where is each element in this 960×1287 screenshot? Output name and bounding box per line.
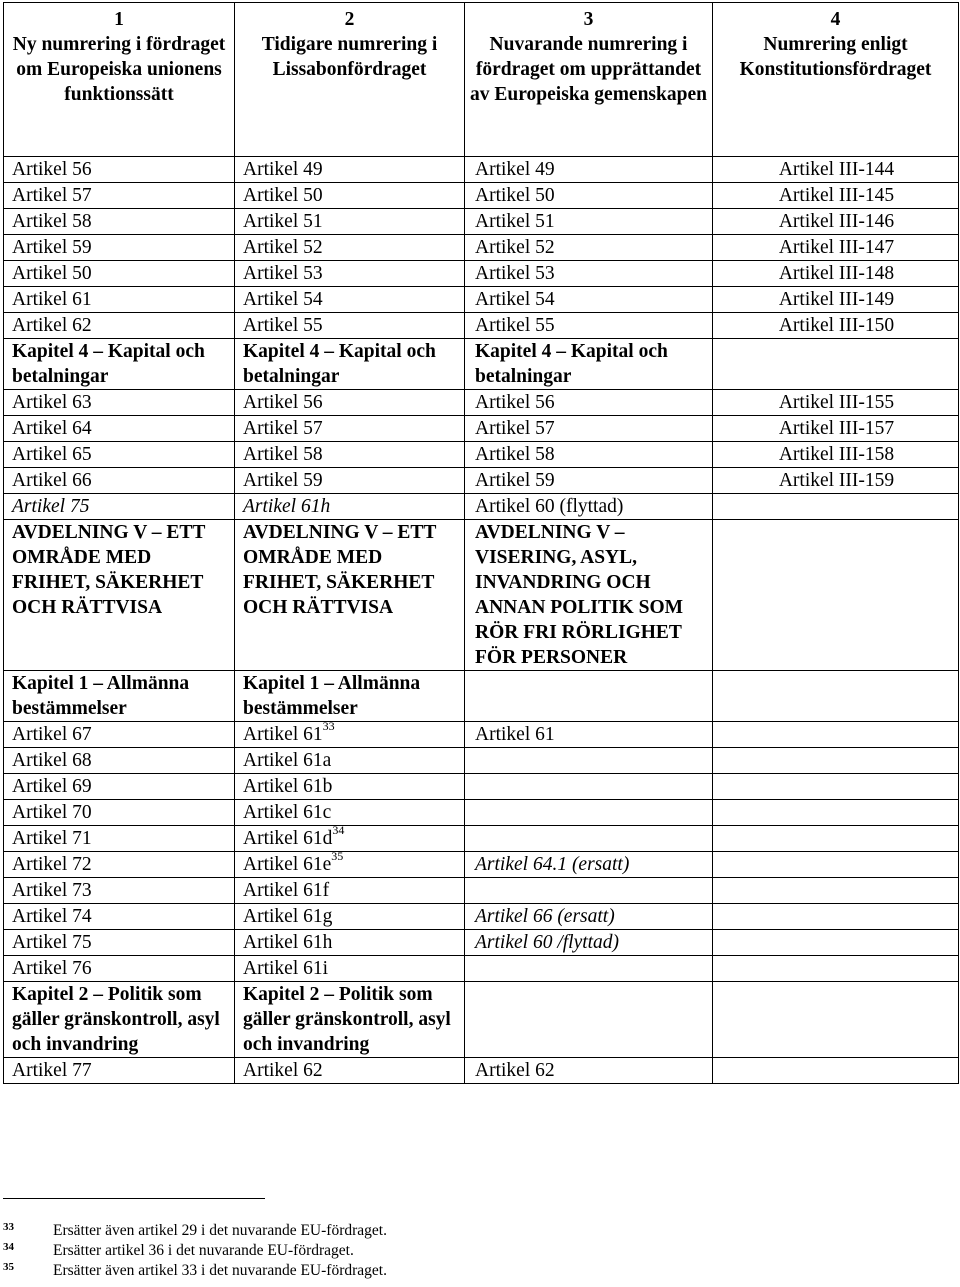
cell-text: Artikel 75: [12, 932, 92, 953]
table-row: [4, 930, 959, 956]
table-row: [4, 800, 959, 826]
cell-text: Artikel 54: [475, 289, 555, 310]
table-cell-col-4: [713, 1058, 959, 1084]
table-cell-col-3: [465, 671, 713, 722]
cell-text: Artikel 57: [12, 185, 92, 206]
table-cell-col-2: [235, 339, 465, 390]
table-cell-col-1: [4, 956, 235, 982]
table-cell-col-1: [4, 671, 235, 722]
table-cell-col-1: [4, 878, 235, 904]
table-cell-col-2: [235, 904, 465, 930]
cell-text: Artikel III-158: [778, 444, 895, 465]
table-cell-col-3: [465, 416, 713, 442]
table-cell-col-2: [235, 287, 465, 313]
table-cell-col-3: [465, 520, 713, 671]
table-cell-col-2: [235, 848, 465, 878]
table-cell-col-4: [713, 722, 959, 748]
footnote-ref[interactable]: 35: [331, 848, 344, 863]
cell-text: Artikel 63: [12, 392, 92, 413]
table-cell-col-2: [235, 748, 465, 774]
table-cell-col-4: [713, 209, 959, 235]
cell-text: Artikel 64: [12, 418, 92, 439]
footnote-separator: [3, 1198, 265, 1199]
footnote-text: Ersätter även artikel 29 i det nuvarande EU-fördraget.: [53, 1222, 387, 1239]
table-cell-col-3: [465, 930, 713, 956]
correlation-table: [3, 2, 959, 1084]
table-cell-col-1: [4, 930, 235, 956]
cell-text: AVDELNING V – VISERING, ASYL, INVANDRING OCH ANNAN POLITIK SOM RÖR FRI RÖRLIGHET FÖR PERSONER: [475, 522, 684, 668]
table-cell-col-3: [465, 313, 713, 339]
table-cell-col-1: [4, 157, 235, 183]
table-row: [4, 722, 959, 748]
table-row: [4, 748, 959, 774]
cell-text: Artikel 53: [475, 263, 555, 284]
table-cell-col-3: [465, 852, 713, 878]
cell-text: Kapitel 1 – Allmänna bestämmelser: [243, 673, 421, 719]
header-col-3: [465, 3, 713, 157]
table-cell-col-2: [235, 494, 465, 520]
cell-text: Artikel 66 (ersatt): [475, 906, 615, 927]
header-num: 4: [830, 9, 841, 30]
cell-text: Artikel III-146: [778, 211, 895, 232]
table-cell-col-4: [713, 261, 959, 287]
table-cell-col-2: [235, 209, 465, 235]
cell-text: Artikel 61b: [243, 776, 333, 797]
table-cell-col-2: [235, 1058, 465, 1084]
table-cell-col-1: [4, 774, 235, 800]
table-cell-col-2: [235, 261, 465, 287]
cell-text: Artikel 53: [243, 263, 323, 284]
table-cell-col-3: [465, 800, 713, 826]
table-cell-col-4: [713, 494, 959, 520]
cell-text: Artikel 62: [475, 1060, 555, 1081]
table-cell-col-3: [465, 183, 713, 209]
table-row: [4, 494, 959, 520]
header-num: 1: [114, 9, 124, 30]
table-row: [4, 904, 959, 930]
cell-text: Artikel III-155: [778, 392, 895, 413]
cell-text: Artikel 56: [475, 392, 555, 413]
table-cell-col-1: [4, 416, 235, 442]
table-cell-col-2: [235, 313, 465, 339]
cell-text: Kapitel 1 – Allmänna bestämmelser: [12, 673, 190, 719]
cell-text: Artikel 61: [243, 724, 323, 745]
table-cell-col-3: [465, 774, 713, 800]
table-cell-col-3: [465, 878, 713, 904]
cell-text: Artikel 60 (flyttad): [475, 496, 624, 517]
table-cell-col-4: [713, 339, 959, 390]
cell-text: Artikel 67: [12, 724, 92, 745]
table-row: [4, 671, 959, 722]
table-cell-col-2: [235, 671, 465, 722]
table-cell-col-4: [713, 878, 959, 904]
table-row: [4, 982, 959, 1058]
table-cell-col-1: [4, 748, 235, 774]
header-num: 3: [583, 9, 594, 30]
cell-text: Artikel 75: [12, 496, 90, 517]
table-row: [4, 520, 959, 671]
cell-text: Artikel III-148: [778, 263, 895, 284]
cell-text: Artikel 52: [475, 237, 555, 258]
cell-text: Artikel III-144: [778, 159, 895, 180]
cell-text: Artikel 61h: [243, 932, 333, 953]
footnote-ref[interactable]: 33: [322, 718, 335, 733]
table-cell-col-3: [465, 442, 713, 468]
cell-text: Artikel 66: [12, 470, 92, 491]
table-cell-col-3: [465, 468, 713, 494]
table-cell-col-4: [713, 442, 959, 468]
table-cell-col-3: [465, 982, 713, 1058]
cell-text: Kapitel 2 – Politik som gäller gränskontroll, asyl och invandring: [243, 984, 451, 1055]
header-col-4: [713, 3, 959, 157]
cell-text: Artikel 76: [12, 958, 92, 979]
header-text: Nuvarande numrering i fördraget om upprättandet av Europeiska gemenskapen: [470, 34, 707, 105]
cell-text: Artikel 61: [12, 289, 92, 310]
cell-text: AVDELNING V – ETT OMRÅDE MED FRIHET, SÄKERHET OCH RÄTTVISA: [12, 522, 206, 618]
cell-text: Artikel 61e: [243, 854, 332, 875]
cell-text: Artikel 59: [475, 470, 555, 491]
table-cell-col-1: [4, 494, 235, 520]
table-cell-col-3: [465, 722, 713, 748]
table-cell-col-4: [713, 671, 959, 722]
cell-text: Artikel III-150: [778, 315, 895, 336]
table-row: [4, 878, 959, 904]
table-row: [4, 468, 959, 494]
table-cell-col-2: [235, 157, 465, 183]
table-cell-col-4: [713, 982, 959, 1058]
table-cell-col-1: [4, 235, 235, 261]
cell-text: Artikel 49: [475, 159, 555, 180]
footnote-number: 33: [3, 1221, 14, 1233]
table-row: [4, 313, 959, 339]
cell-text: Artikel 70: [12, 802, 92, 823]
header-row: [4, 3, 959, 157]
table-cell-col-1: [4, 209, 235, 235]
table-cell-col-3: [465, 494, 713, 520]
table-row: [4, 157, 959, 183]
table-cell-col-4: [713, 930, 959, 956]
table-cell-col-1: [4, 722, 235, 748]
table-cell-col-2: [235, 235, 465, 261]
table-cell-col-2: [235, 183, 465, 209]
table-cell-col-4: [713, 956, 959, 982]
table-row: [4, 1058, 959, 1084]
table-cell-col-2: [235, 390, 465, 416]
table-cell-col-3: [465, 904, 713, 930]
cell-text: Artikel 61i: [243, 958, 329, 979]
cell-text: Artikel 72: [12, 854, 92, 875]
table-row: [4, 339, 959, 390]
table-cell-col-1: [4, 287, 235, 313]
cell-text: Artikel 61a: [243, 750, 332, 771]
cell-text: Kapitel 2 – Politik som gäller gränskontroll, asyl och invandring: [12, 984, 220, 1055]
cell-text: Artikel 59: [243, 470, 323, 491]
table-cell-col-4: [713, 852, 959, 878]
table-row: [4, 826, 959, 852]
cell-text: Artikel 61c: [243, 802, 332, 823]
cell-text: Artikel 59: [12, 237, 92, 258]
table-cell-col-1: [4, 852, 235, 878]
cell-text: Artikel III-145: [778, 185, 895, 206]
footnote-number: 34: [3, 1241, 14, 1253]
cell-text: Artikel 68: [12, 750, 92, 771]
table-cell-col-2: [235, 800, 465, 826]
cell-text: AVDELNING V – ETT OMRÅDE MED FRIHET, SÄKERHET OCH RÄTTVISA: [243, 522, 437, 618]
table-cell-col-1: [4, 1058, 235, 1084]
table-cell-col-2: [235, 442, 465, 468]
table-cell-col-3: [465, 235, 713, 261]
table-row: [4, 774, 959, 800]
header-col-2: [235, 3, 465, 157]
header-num: 2: [344, 9, 355, 30]
table-cell-col-1: [4, 904, 235, 930]
cell-text: Artikel 56: [12, 159, 92, 180]
table-cell-col-1: [4, 826, 235, 852]
table-cell-col-1: [4, 982, 235, 1058]
cell-text: Artikel 58: [243, 444, 323, 465]
cell-text: Artikel 74: [12, 906, 92, 927]
header-text: Numrering enligt Konstitutionsfördraget: [739, 34, 932, 80]
cell-text: Artikel 51: [243, 211, 323, 232]
table-cell-col-1: [4, 390, 235, 416]
cell-text: Artikel 77: [12, 1060, 92, 1081]
cell-text: Artikel 61g: [243, 906, 333, 927]
cell-text: Artikel 61: [475, 724, 555, 745]
cell-text: Artikel 65: [12, 444, 92, 465]
table-cell-col-4: [713, 390, 959, 416]
cell-text: Artikel 50: [12, 263, 92, 284]
cell-text: Kapitel 4 – Kapital och betalningar: [12, 341, 205, 387]
table-cell-col-1: [4, 261, 235, 287]
header-col-1: [4, 3, 235, 157]
table-cell-col-4: [713, 468, 959, 494]
cell-text: Artikel 57: [475, 418, 555, 439]
table-cell-col-2: [235, 822, 465, 852]
cell-text: Artikel 58: [475, 444, 555, 465]
table-row: [4, 442, 959, 468]
table-cell-col-2: [235, 468, 465, 494]
table-row: [4, 390, 959, 416]
cell-text: Artikel 54: [243, 289, 323, 310]
cell-text: Kapitel 4 – Kapital och betalningar: [243, 341, 436, 387]
cell-text: Artikel 62: [12, 315, 92, 336]
cell-text: Artikel 60 /flyttad): [475, 932, 620, 953]
cell-text: Artikel 56: [243, 392, 323, 413]
table-cell-col-3: [465, 748, 713, 774]
footnote-ref[interactable]: 34: [332, 822, 345, 837]
table-cell-col-4: [713, 774, 959, 800]
cell-text: Artikel 71: [12, 828, 92, 849]
table-cell-col-2: [235, 930, 465, 956]
table-cell-col-1: [4, 339, 235, 390]
table-cell-col-1: [4, 800, 235, 826]
table-cell-col-3: [465, 261, 713, 287]
table-cell-col-2: [235, 520, 465, 671]
table-row: [4, 235, 959, 261]
table-cell-col-2: [235, 982, 465, 1058]
table-cell-col-3: [465, 287, 713, 313]
table-row: [4, 183, 959, 209]
footnote-text: Ersätter artikel 36 i det nuvarande EU-fördraget.: [53, 1242, 354, 1259]
table-cell-col-4: [713, 520, 959, 671]
cell-text: Artikel 57: [243, 418, 323, 439]
table-row: [4, 956, 959, 982]
cell-text: Artikel 50: [475, 185, 555, 206]
header-text: Tidigare numrering i Lissabonfördraget: [261, 34, 438, 80]
table-cell-col-3: [465, 956, 713, 982]
table-cell-col-2: [235, 718, 465, 748]
table-cell-col-3: [465, 826, 713, 852]
table-cell-col-4: [713, 287, 959, 313]
table-cell-col-3: [465, 157, 713, 183]
cell-text: Artikel III-147: [778, 237, 895, 258]
table-cell-col-1: [4, 468, 235, 494]
table-cell-col-4: [713, 826, 959, 852]
cell-text: Artikel 55: [243, 315, 323, 336]
table-body: [4, 157, 959, 1084]
table-cell-col-3: [465, 390, 713, 416]
table-row: [4, 852, 959, 878]
table-cell-col-2: [235, 956, 465, 982]
cell-text: Artikel III-149: [778, 289, 895, 310]
table-cell-col-1: [4, 313, 235, 339]
cell-text: Artikel 61f: [243, 880, 330, 901]
cell-text: Kapitel 4 – Kapital och betalningar: [475, 341, 668, 387]
table-cell-col-1: [4, 442, 235, 468]
table-row: [4, 261, 959, 287]
table-cell-col-4: [713, 416, 959, 442]
cell-text: Artikel 64.1 (ersatt): [475, 854, 630, 875]
table-cell-col-4: [713, 313, 959, 339]
cell-text: Artikel 52: [243, 237, 323, 258]
cell-text: Artikel 61h: [243, 496, 331, 517]
table-cell-col-1: [4, 520, 235, 671]
cell-text: Artikel 69: [12, 776, 92, 797]
table-cell-col-4: [713, 748, 959, 774]
cell-text: Artikel 51: [475, 211, 555, 232]
table-cell-col-4: [713, 800, 959, 826]
cell-text: Artikel III-159: [778, 470, 895, 491]
table-row: [4, 209, 959, 235]
table-cell-col-1: [4, 183, 235, 209]
table-cell-col-4: [713, 157, 959, 183]
cell-text: Artikel III-157: [778, 418, 895, 439]
table-row: [4, 416, 959, 442]
table-cell-col-4: [713, 235, 959, 261]
footnote-text: Ersätter även artikel 33 i det nuvarande EU-fördraget.: [53, 1262, 387, 1279]
table-row: [4, 287, 959, 313]
table-cell-col-2: [235, 416, 465, 442]
footnote-number: 35: [3, 1261, 14, 1273]
table-cell-col-3: [465, 339, 713, 390]
cell-text: Artikel 61d: [243, 828, 333, 849]
table-cell-col-3: [465, 1058, 713, 1084]
header-text: Ny numrering i fördraget om Europeiska unionens funktionssätt: [12, 34, 226, 105]
cell-text: Artikel 62: [243, 1060, 323, 1081]
table-cell-col-4: [713, 183, 959, 209]
cell-text: Artikel 55: [475, 315, 555, 336]
table-cell-col-4: [713, 904, 959, 930]
table-cell-col-2: [235, 774, 465, 800]
cell-text: Artikel 50: [243, 185, 323, 206]
cell-text: Artikel 49: [243, 159, 323, 180]
table-cell-col-3: [465, 209, 713, 235]
cell-text: Artikel 73: [12, 880, 92, 901]
cell-text: Artikel 58: [12, 211, 92, 232]
table-cell-col-2: [235, 878, 465, 904]
